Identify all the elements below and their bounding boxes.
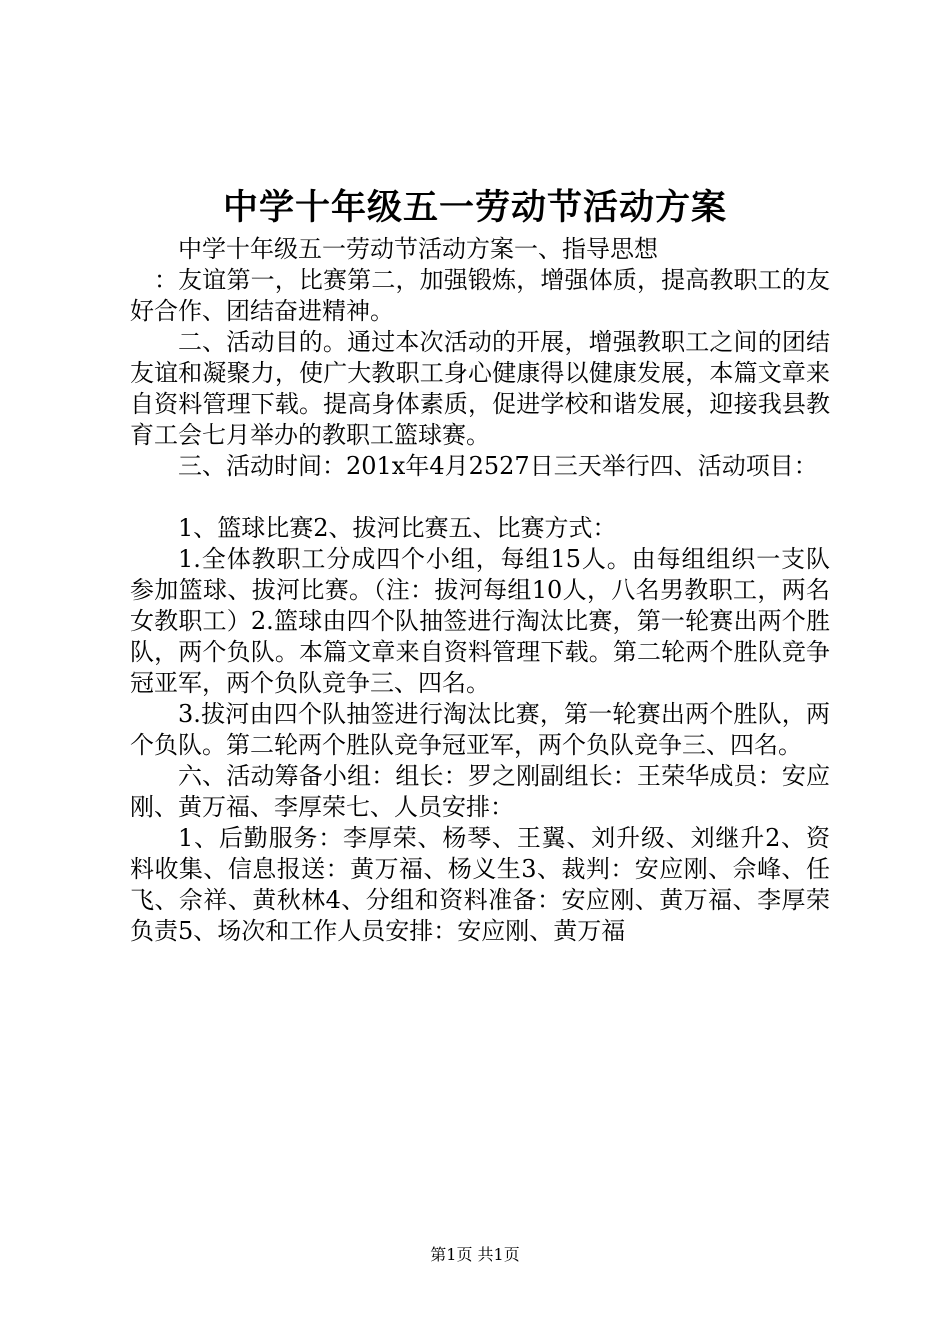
document-body: [130, 234, 830, 947]
paragraph-guiding-idea: ：友谊第一，比赛第二，加强锻炼，增强体质，提高教职工的友好合作、团结奋进精神。: [130, 266, 830, 325]
page-footer: 第1页 共1页: [430, 1245, 520, 1264]
paragraph-format-basketball: 1.全体教职工分成四个小组，每组15人。由每组组织一支队参加篮球、拔河比赛。（注：拔河每组10人，八名男教职工，两名女教职工）2.篮球由四个队抽签进行淘汰比赛，第一轮赛出两个胜队，两个负队。本篇文章来自资料管理下载。第二轮两个胜队竞争冠亚军，两个负队竞争三、四名。: [130, 545, 830, 697]
paragraph-gap: [130, 482, 830, 513]
paragraph-events: 1、篮球比赛2、拔河比赛五、比赛方式：: [178, 514, 617, 542]
paragraph-time: 三、活动时间：201x年4月2527日三天举行四、活动项目：: [178, 452, 818, 480]
paragraph-format-tug-of-war: 3.拔河由四个队抽签进行淘汰比赛，第一轮赛出两个胜队，两个负队。第二轮两个胜队竞争冠亚军，两个负队竞争三、四名。: [130, 700, 830, 759]
paragraph-committee: 六、活动筹备小组：组长：罗之刚副组长：王荣华成员：安应刚、黄万福、李厚荣七、人员安排：: [130, 762, 830, 821]
paragraph-staffing: 1、后勤服务：李厚荣、杨琴、王翼、刘升级、刘继升2、资料收集、信息报送：黄万福、杨义生3、裁判：安应刚、佘峰、任飞、佘祥、黄秋林4、分组和资料准备：安应刚、黄万福、李厚荣负责5、场次和工作人员安排：安应刚、黄万福: [130, 824, 830, 945]
paragraph-intro: 中学十年级五一劳动节活动方案一、指导思想: [178, 235, 658, 263]
document-title: 中学十年级五一劳动节活动方案: [222, 187, 727, 228]
paragraph-purpose: 二、活动目的。通过本次活动的开展，增强教职工之间的团结友谊和凝聚力，使广大教职工身心健康得以健康发展，本篇文章来自资料管理下载。提高身体素质，促进学校和谐发展，迎接我县教育工会七月举办的教职工篮球赛。: [130, 328, 830, 449]
